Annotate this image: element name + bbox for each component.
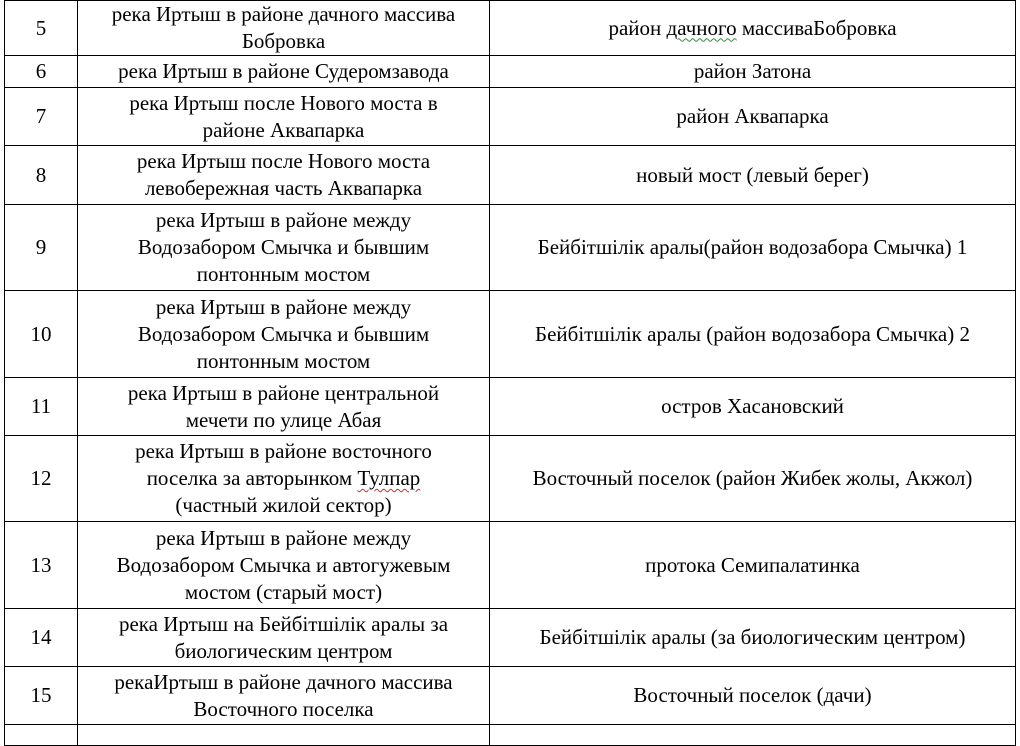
row-number: 5 [5, 1, 78, 56]
row-number: 15 [5, 667, 78, 725]
row-number: 13 [5, 522, 78, 609]
area-cell [490, 725, 1016, 746]
area-cell: Бейбітшілік аралы (район водозабора Смычка) 2 [490, 291, 1016, 378]
area-text: массиваБобровка [736, 15, 897, 40]
location-cell: река Иртыш в районе Судеромзавода [78, 56, 490, 88]
area-cell: новый мост (левый берег) [490, 146, 1016, 205]
table-row [5, 378, 1016, 436]
location-cell: река Иртыш в районе дачного массива Бобровка [78, 1, 490, 56]
location-cell: река Иртыш в районе между Водозабором Смычка и бывшим понтонным мостом [78, 205, 490, 291]
table-row [5, 1, 1016, 56]
row-number: 6 [5, 56, 78, 88]
area-cell: Восточный поселок (район Жибек жолы, Акжол) [490, 436, 1016, 522]
table-row [5, 146, 1016, 205]
area-cell: Восточный поселок (дачи) [490, 667, 1016, 725]
area-cell: район Аквапарка [490, 88, 1016, 146]
table-row [5, 667, 1016, 725]
row-number [5, 725, 78, 746]
area-cell: Бейбітшілік аралы(район водозабора Смычка) 1 [490, 205, 1016, 291]
table-row [5, 88, 1016, 146]
spellcheck-marked-word: дачного [666, 15, 737, 40]
location-cell: река Иртыш после Нового моста в районе Аквапарка [78, 88, 490, 146]
row-number: 10 [5, 291, 78, 378]
area-cell: протока Семипалатинка [490, 522, 1016, 609]
table-row [5, 522, 1016, 609]
row-number: 8 [5, 146, 78, 205]
row-number: 11 [5, 378, 78, 436]
location-cell: река Иртыш в районе между Водозабором Смычка и бывшим понтонным мостом [78, 291, 490, 378]
area-cell: остров Хасановский [490, 378, 1016, 436]
area-cell: Бейбітшілік аралы (за биологическим центром) [490, 609, 1016, 667]
area-cell [490, 1, 1016, 56]
table-row [5, 609, 1016, 667]
row-number: 12 [5, 436, 78, 522]
row-number: 14 [5, 609, 78, 667]
location-cell: река Иртыш на Бейбітшілік аралы за биологическим центром [78, 609, 490, 667]
area-cell: район Затона [490, 56, 1016, 88]
monitoring-points-table [4, 0, 1016, 746]
table-row-partial [5, 725, 1016, 746]
row-number: 7 [5, 88, 78, 146]
location-text: река Иртыш в районе восточного поселка за авторынком [135, 439, 432, 490]
location-cell [78, 725, 490, 746]
location-cell: река Иртыш в районе центральной мечети по улице Абая [78, 378, 490, 436]
location-cell: рекаИртыш в районе дачного массива Восточного поселка [78, 667, 490, 725]
location-text: (частный жилой сектор) [175, 493, 392, 517]
spellcheck-marked-word: Тулпар [357, 466, 421, 490]
table-row [5, 205, 1016, 291]
row-number: 9 [5, 205, 78, 291]
table-row [5, 291, 1016, 378]
table-row [5, 436, 1016, 522]
location-cell: река Иртыш в районе между Водозабором Смычка и автогужевым мостом (старый мост) [78, 522, 490, 609]
location-cell [78, 436, 490, 522]
table-row [5, 56, 1016, 88]
area-text: район [608, 15, 667, 40]
location-cell: река Иртыш после Нового моста левобережная часть Аквапарка [78, 146, 490, 205]
